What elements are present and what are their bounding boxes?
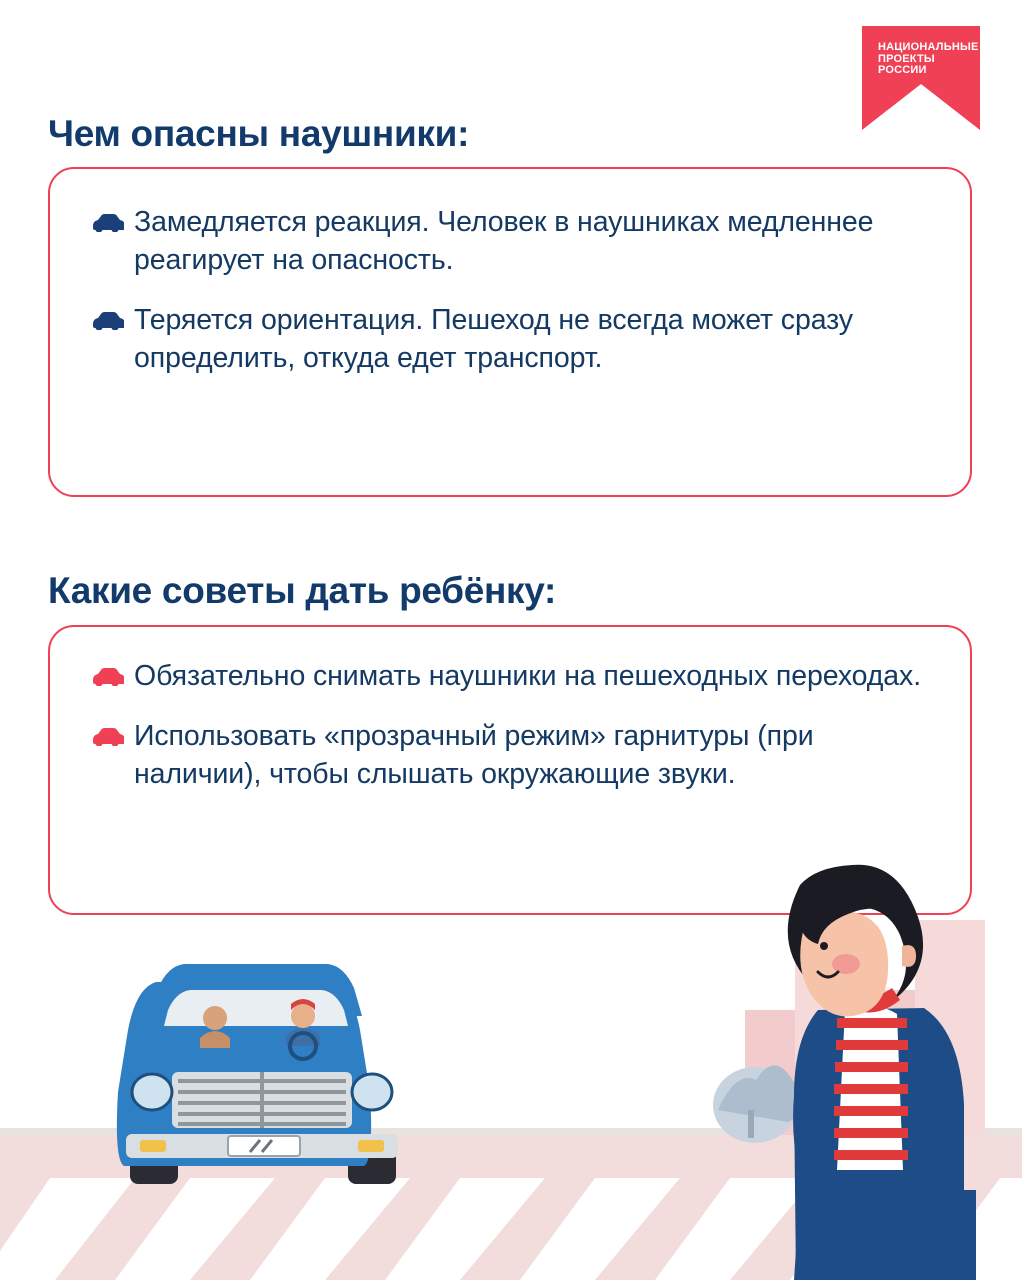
section-heading-advice: Какие советы дать ребёнку: (48, 569, 557, 611)
car-icon (90, 212, 124, 237)
pedestrian-crossing-illustration (0, 860, 1022, 1280)
logo-line-2: ПРОЕКТЫ (878, 52, 935, 65)
striped-shirt (834, 1005, 908, 1170)
list-item-text: Использовать «прозрачный режим» гарнитуры (при наличии), чтобы слышать окружающие звуки. (134, 720, 814, 790)
national-projects-russia-logo (862, 26, 980, 130)
logo-line-1: НАЦИОНАЛЬНЫЕ (878, 41, 979, 53)
list-item-text: Замедляется реакция. Человек в наушниках медленнее реагирует на опасность. (134, 206, 874, 276)
list-item (90, 657, 930, 695)
dangers-list (50, 169, 970, 377)
section-heading-dangers: Чем опасны наушники: (48, 112, 470, 154)
list-item (90, 301, 930, 377)
car-icon (90, 726, 124, 751)
logo-text (878, 41, 979, 77)
blue-car-front (117, 964, 398, 1184)
advice-list (50, 627, 970, 793)
car-icon (90, 666, 124, 691)
card-dangers (48, 167, 972, 497)
logo-line-3: РОССИИ (878, 64, 927, 76)
list-item (90, 203, 930, 279)
list-item-text: Обязательно снимать наушники на пешеходных переходах. (134, 660, 922, 692)
car-icon (90, 310, 124, 335)
list-item-text: Теряется ориентация. Пешеход не всегда может сразу определить, откуда едет транспорт. (134, 304, 853, 374)
list-item (90, 717, 930, 793)
